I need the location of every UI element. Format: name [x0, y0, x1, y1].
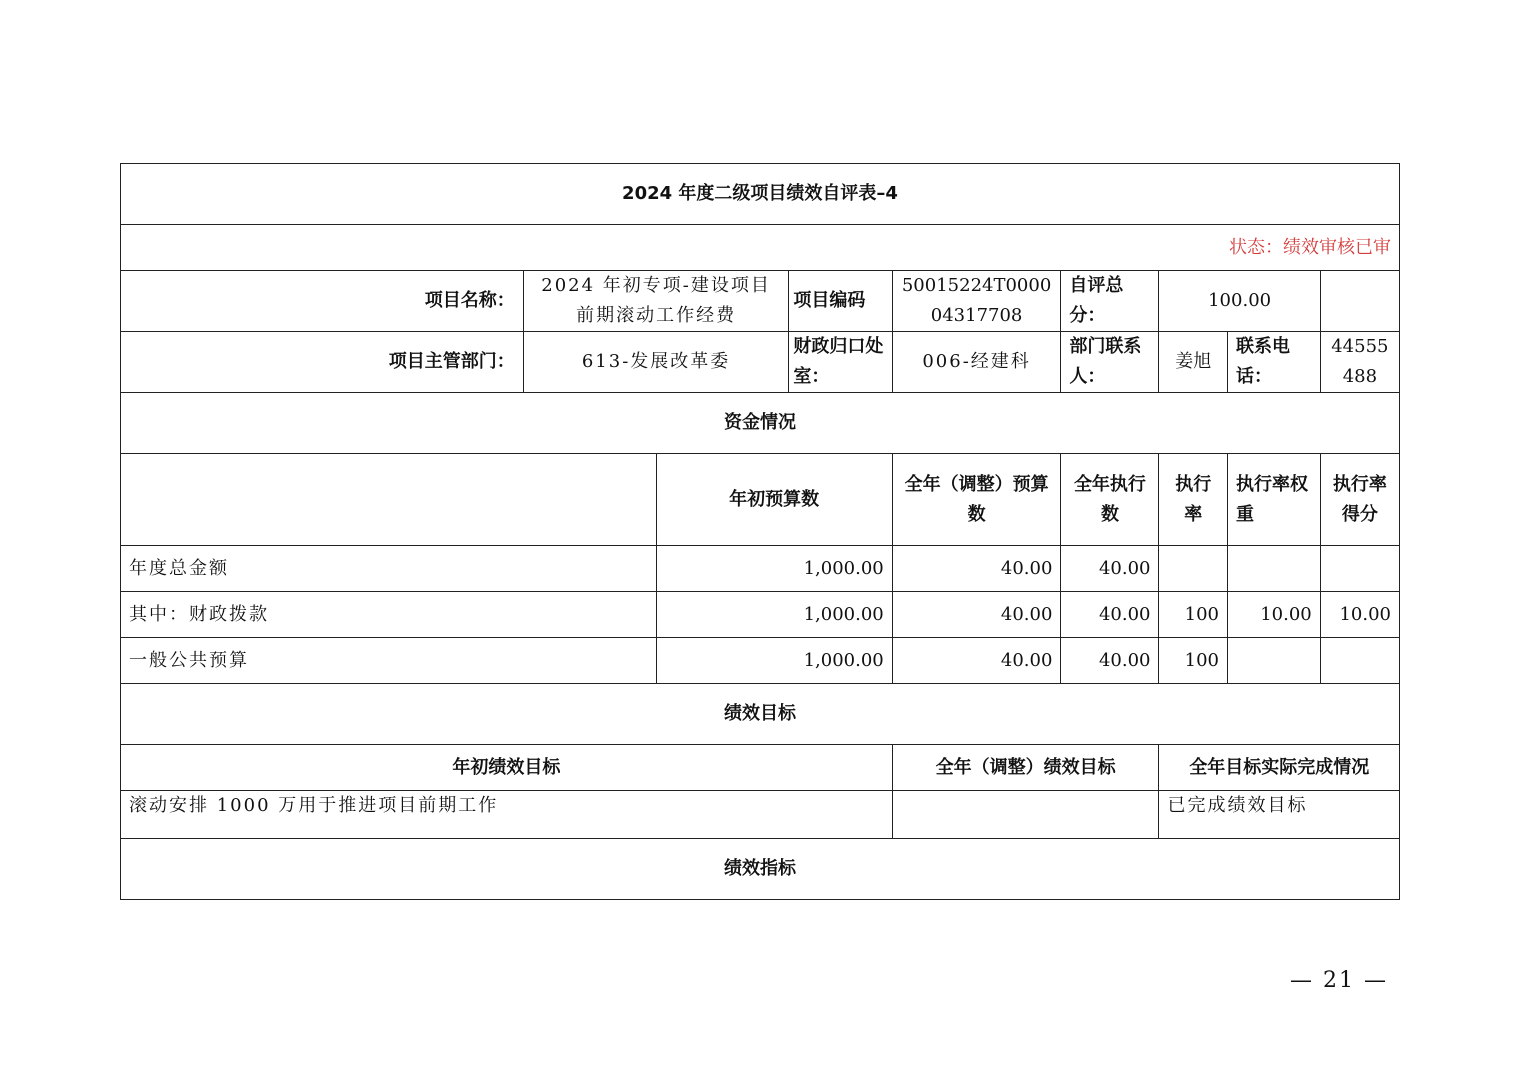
- fund-row-score: 10.00: [1320, 592, 1399, 638]
- contact-value: 姜旭: [1159, 332, 1228, 393]
- empty-cell: [1320, 271, 1399, 332]
- phone-value: 44555488: [1320, 332, 1399, 393]
- fund-row-rate: 100: [1159, 592, 1228, 638]
- fund-row-score: [1320, 546, 1399, 592]
- page-title: 2024 年度二级项目绩效自评表–4: [121, 164, 1400, 225]
- project-code-label: 项目编码: [789, 271, 892, 332]
- fund-row-adjusted: 40.00: [892, 592, 1061, 638]
- fund-row-initial: 1,000.00: [656, 592, 892, 638]
- funds-section-title: 资金情况: [121, 393, 1400, 454]
- dept-label: 项目主管部门：: [121, 332, 524, 393]
- goals-header-completion: 全年目标实际完成情况: [1159, 745, 1400, 791]
- fund-row-weight: [1227, 638, 1320, 684]
- fund-row-executed: 40.00: [1061, 638, 1159, 684]
- table-row: [121, 638, 1400, 684]
- indicators-section-title: 绩效指标: [121, 839, 1400, 900]
- goals-header-initial: 年初绩效目标: [121, 745, 893, 791]
- fund-row-score: [1320, 638, 1399, 684]
- fund-row-initial: 1,000.00: [656, 546, 892, 592]
- fund-row-rate: 100: [1159, 638, 1228, 684]
- initial-goal-text: 滚动安排 1000 万用于推进项目前期工作: [121, 791, 893, 839]
- funds-header-initial: 年初预算数: [656, 454, 892, 546]
- performance-table: [120, 163, 1400, 900]
- fund-row-name: 其中：财政拨款: [121, 592, 657, 638]
- phone-label: 联系电话：: [1227, 332, 1320, 393]
- table-row: [121, 546, 1400, 592]
- fund-row-rate: [1159, 546, 1228, 592]
- fund-row-adjusted: 40.00: [892, 546, 1061, 592]
- score-label: 自评总分：: [1061, 271, 1159, 332]
- dept-value: 613-发展改革委: [523, 332, 789, 393]
- fund-row-weight: [1227, 546, 1320, 592]
- fund-row-adjusted: 40.00: [892, 638, 1061, 684]
- project-name-label: 项目名称：: [121, 271, 524, 332]
- finance-office-label: 财政归口处室：: [789, 332, 892, 393]
- score-value: 100.00: [1159, 271, 1320, 332]
- goals-section-title: 绩效目标: [121, 684, 1400, 745]
- funds-header-rate: 执行率: [1159, 454, 1228, 546]
- funds-header-executed: 全年执行数: [1061, 454, 1159, 546]
- fund-row-name: 年度总金额: [121, 546, 657, 592]
- goals-header-adjusted: 全年（调整）绩效目标: [892, 745, 1159, 791]
- funds-header-score: 执行率得分: [1320, 454, 1399, 546]
- status-badge: 状态：绩效审核已审: [121, 225, 1400, 271]
- table-row: [121, 592, 1400, 638]
- funds-header-weight: 执行率权重: [1227, 454, 1320, 546]
- page-number: — 21 —: [1290, 968, 1388, 993]
- funds-header-blank: [121, 454, 657, 546]
- project-name-value: 2024 年初专项-建设项目前期滚动工作经费: [523, 271, 789, 332]
- finance-office-value: 006-经建科: [892, 332, 1061, 393]
- project-code-value: 50015224T000004317708: [892, 271, 1061, 332]
- adjusted-goal-text: [892, 791, 1159, 839]
- fund-row-executed: 40.00: [1061, 592, 1159, 638]
- fund-row-executed: 40.00: [1061, 546, 1159, 592]
- contact-label: 部门联系人：: [1061, 332, 1159, 393]
- fund-row-weight: 10.00: [1227, 592, 1320, 638]
- fund-row-initial: 1,000.00: [656, 638, 892, 684]
- fund-row-name: 一般公共预算: [121, 638, 657, 684]
- completion-text: 已完成绩效目标: [1159, 791, 1400, 839]
- funds-header-adjusted: 全年（调整）预算数: [892, 454, 1061, 546]
